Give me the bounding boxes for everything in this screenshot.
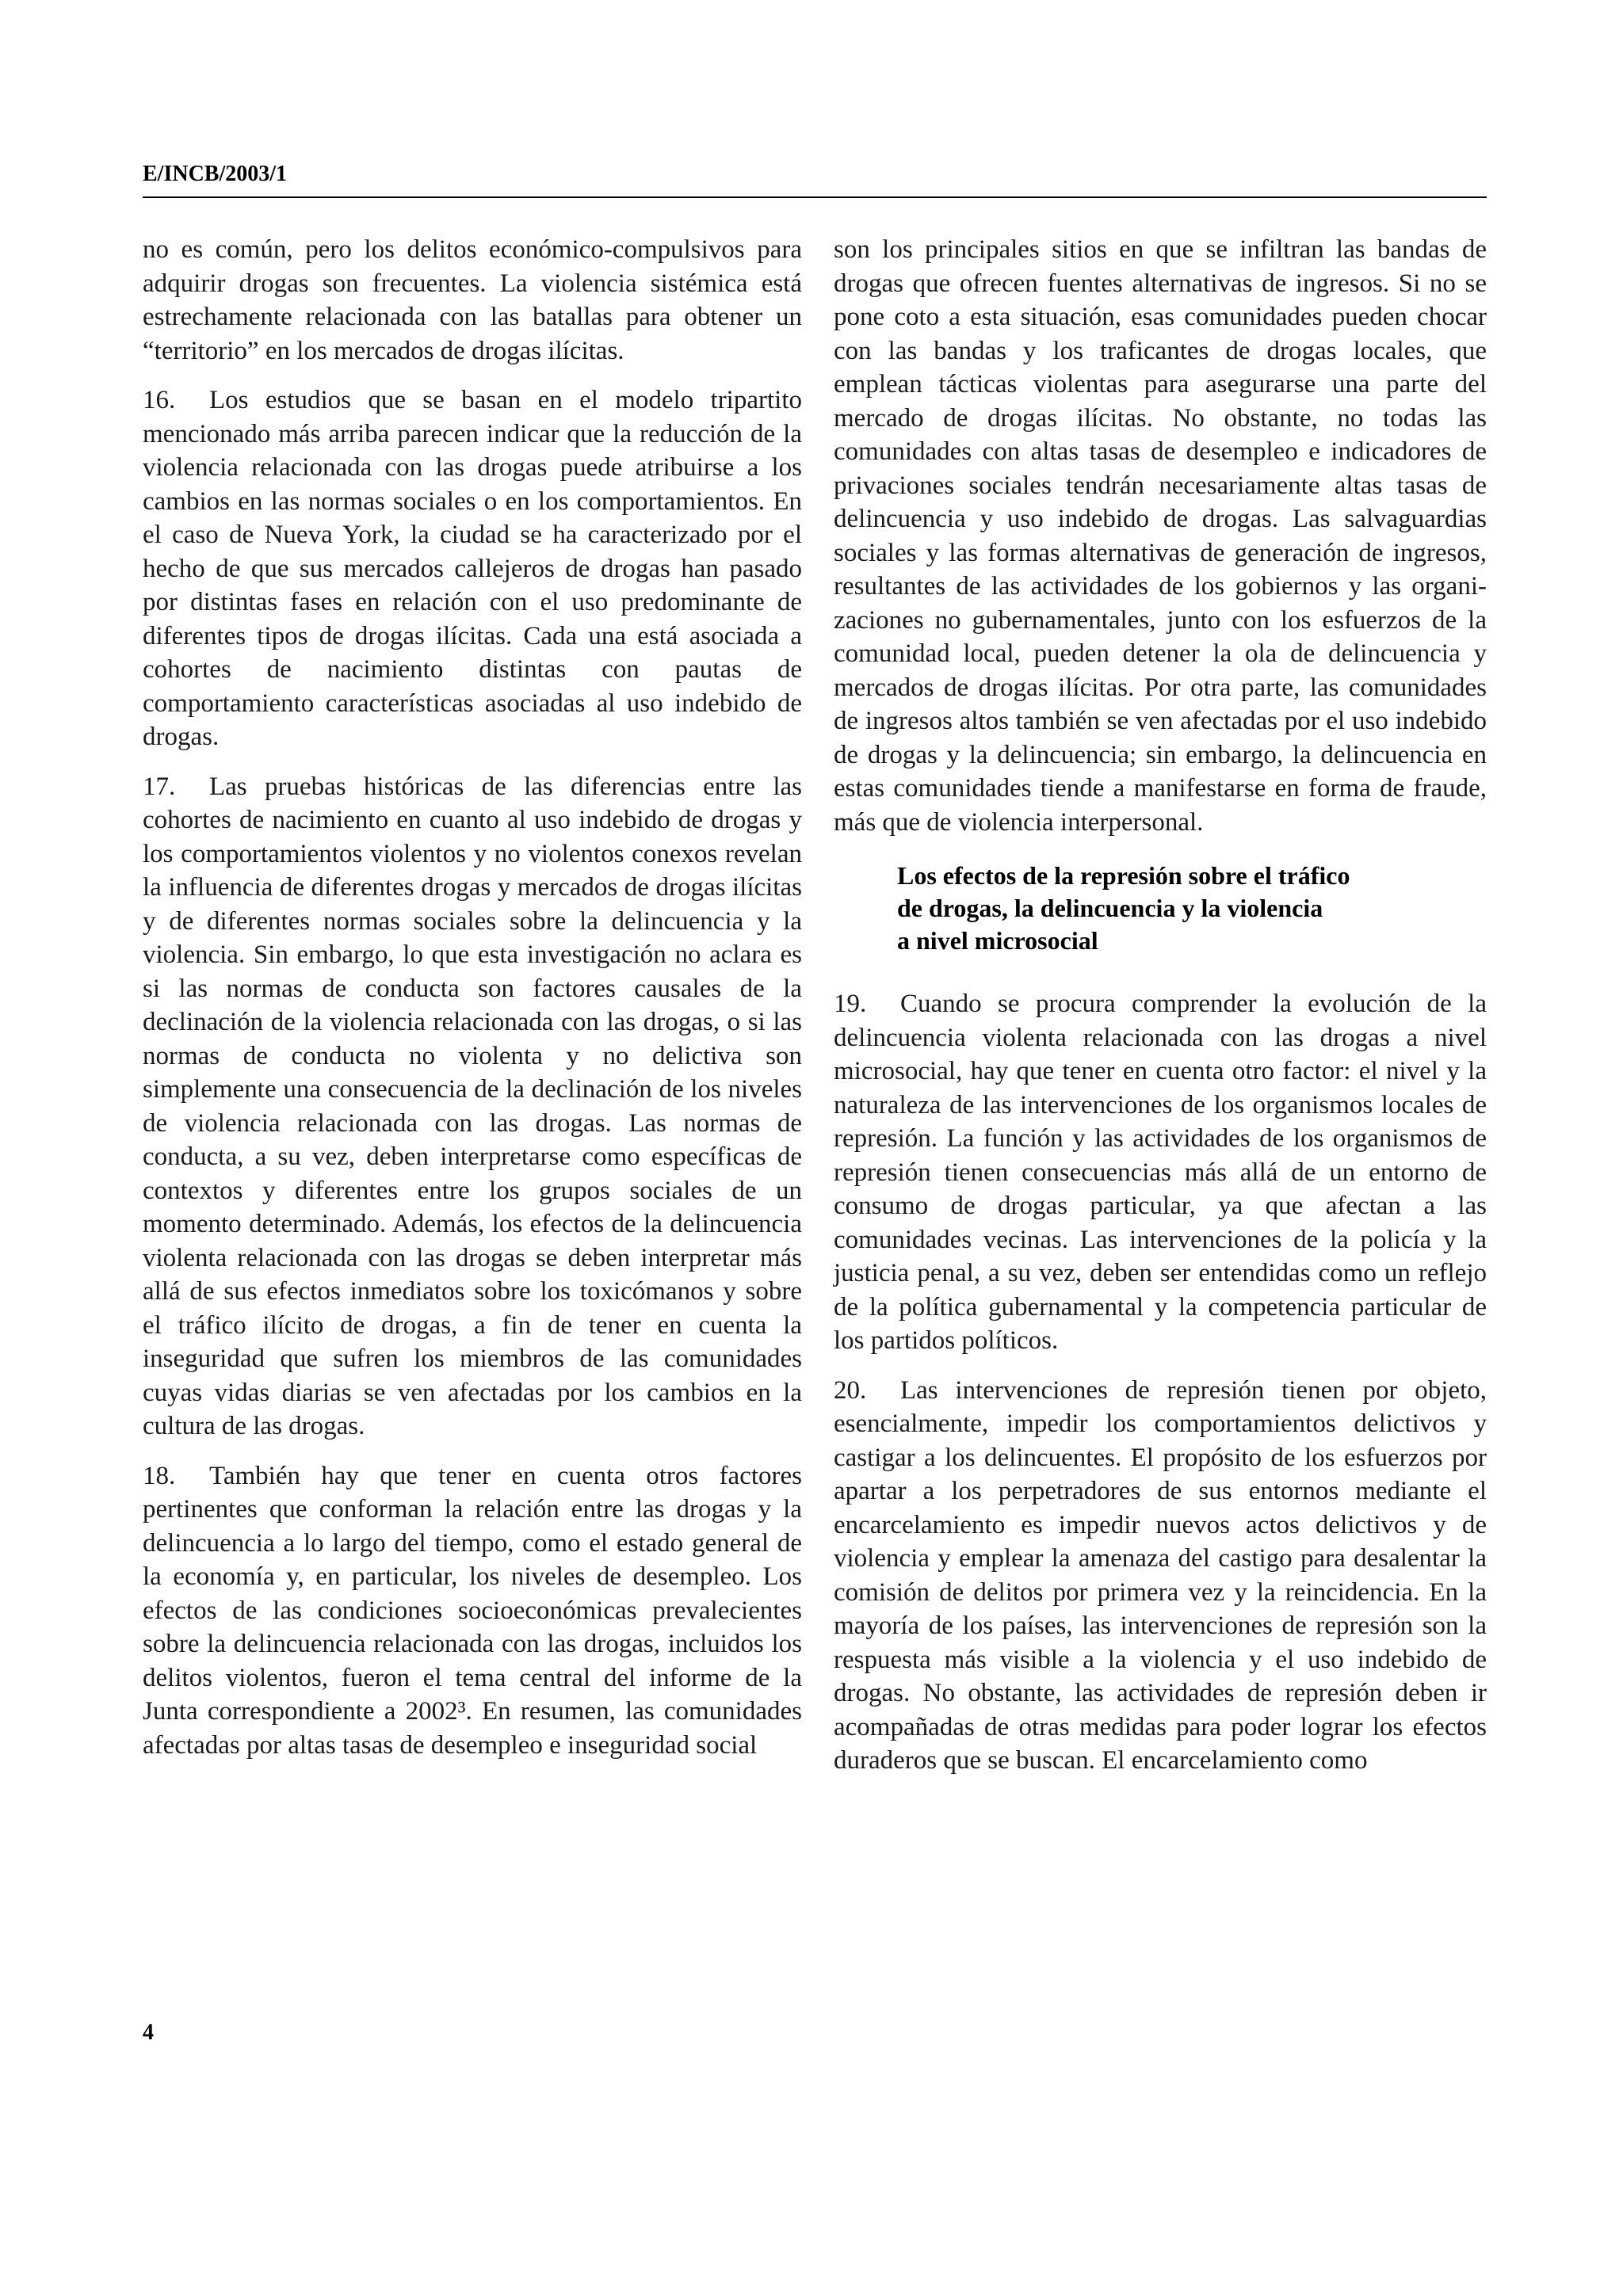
paragraph-18	[143, 1459, 802, 1763]
paragraph-text: son los principales sitios en que se infiltran las bandas de drogas que ofrecen fuentes alternativas de ingresos. Si no se pone coto a esta situación, esas comunidades pueden chocar con las bandas y los traficantes de drogas locales, que emplean tácticas violentas para asegurarse una parte del mercado de drogas ilícitas. No obstante, no todas las comunidades con altas tasas de desempleo e indicadores de privaciones sociales tendrán necesariamente altas tasas de delincuencia y uso indebido de drogas. Las salvaguardias sociales y las formas alternativas de generación de ingresos, resultantes de las actividades de los gobiernos y las organizaciones no gubernamentales, junto con los esfuerzos de la comunidad local, pueden detener la ola de delincuencia y mercados de drogas ilícitas. Por otra parte, las comunidades de ingresos altos también se ven afectadas por el uso indebido de drogas y la delincuencia; sin embargo, la delincuencia en estas comunidades tiende a manifestarse en forma de fraude, más que de violencia interpersonal.	[834, 235, 1487, 837]
paragraph-number: 20.	[834, 1375, 867, 1405]
document-symbol: E/INCB/2003/1	[143, 162, 288, 186]
left-column	[143, 233, 802, 1778]
section-subheading	[897, 860, 1487, 957]
paragraph-19	[834, 987, 1487, 1358]
paragraph-17	[143, 770, 802, 1444]
paragraph-text: También hay que tener en cuenta otros factores pertinentes que conforman la relación entre las drogas y la delincuencia a lo largo del tiempo, como el estado general de la economía y, en particular, los niveles de desempleo. Los efectos de las condiciones socioeconómicas prevalecientes sobre la delincuencia relacionada con las drogas, incluidos los delitos violentos, fueron el tema central del informe de la Junta correspondiente a 2002³. En resumen, las comunidades afectadas por altas tasas de desempleo e inseguridad social	[143, 1461, 802, 1760]
paragraph-continuation	[143, 233, 802, 368]
paragraph-continuation	[834, 233, 1487, 839]
subheading-line: de drogas, la delincuencia y la violencia	[897, 894, 1323, 922]
paragraph-text: Los estudios que se basan en el modelo tripartito mencionado más arriba parecen indicar que la reducción de la violencia relacionada con las drogas puede atribuirse a los cambios en las normas sociales o en los comportamientos. En el caso de Nueva York, la ciudad se ha caracterizado por el hecho de que sus mercados callejeros de drogas han pasado por distintas fases en relación con el uso predominante de diferentes tipos de drogas ilícitas. Cada una está asociada a cohortes de nacimiento distintas con pautas de comportamiento características asociadas al uso indebido de drogas.	[143, 386, 802, 751]
paragraph-number: 17.	[143, 772, 176, 801]
paragraph-number: 16.	[143, 386, 176, 414]
subheading-line: Los efectos de la represión sobre el tráfico	[897, 861, 1350, 890]
subheading-line: a nivel microsocial	[897, 926, 1098, 955]
paragraph-text: Las pruebas históricas de las diferencias entre las cohortes de nacimiento en cuanto al uso indebido de drogas y los comportamientos violentos y no violentos conexos revelan la influencia de diferentes drogas y mercados de drogas ilícitas y de diferentes normas sociales sobre la delincuencia y la violencia. Sin embargo, lo que esta investigación no aclara es si las normas de conducta son factores causales de la declinación de la violencia relacionada con las drogas, o si las normas de conducta no violenta y no delictiva son simplemente una consecuencia de la declinación de los niveles de violencia relacionada con las drogas. Las normas de conducta, a su vez, deben interpretarse como específicas de contextos y diferentes entre los grupos sociales de un momento determinado. Además, los efectos de la delincuencia violenta relacionada con las drogas se deben interpretar más allá de sus efectos inmediatos sobre los toxicómanos y sobre el tráfico ilícito de drogas, a fin de tener en cuenta la inseguridad que sufren los miembros de las comunidades cuyas vidas diarias se ven afectadas por los cambios en la cultura de las drogas.	[143, 772, 802, 1440]
paragraph-number: 19.	[834, 990, 867, 1018]
page-header	[143, 155, 1487, 198]
page-number: 4	[143, 2020, 154, 2045]
paragraph-16	[143, 383, 802, 754]
right-column	[834, 233, 1487, 1794]
paragraph-text: Cuando se procura comprender la evolución de la delincuencia violenta relacionada con las drogas a nivel microsocial, hay que tener en cuenta otro factor: el nivel y la naturaleza de las intervenciones de los organismos locales de represión. La función y las actividades de los organismos de represión tienen consecuencias más allá de un entorno de consumo de drogas particular, ya que afectan a las comunidades vecinas. Las intervenciones de la policía y la justicia penal, a su vez, deben ser entendidas como un reflejo de la política gubernamental y la competencia particular de los partidos políticos.	[834, 990, 1487, 1355]
paragraph-20	[834, 1374, 1487, 1778]
paragraph-text: no es común, pero los delitos económico-compulsivos para adquirir drogas son frecuentes. La violencia sistémica está estrechamente relacionada con las batallas para obtener un “territorio” en los mercados de drogas ilícitas.	[143, 235, 802, 365]
paragraph-text: Las intervenciones de represión tienen por objeto, esencialmente, impedir los comportamientos delictivos y castigar a los delincuentes. El propósito de los esfuerzos por apartar a los perpetradores de sus entornos mediante el encarcelamiento es impedir nuevos actos delictivos y de violencia y emplear la amenaza del castigo para desalentar la comisión de delitos por primera vez y la reincidencia. En la mayoría de los países, las intervenciones de represión son la respuesta más visible a la violencia y el uso indebido de drogas. No obstante, las actividades de represión deben ir acompañadas de otras medidas para poder lograr los efectos duraderos que se buscan. El encarcelamiento como	[834, 1375, 1487, 1775]
paragraph-number: 18.	[143, 1461, 176, 1490]
